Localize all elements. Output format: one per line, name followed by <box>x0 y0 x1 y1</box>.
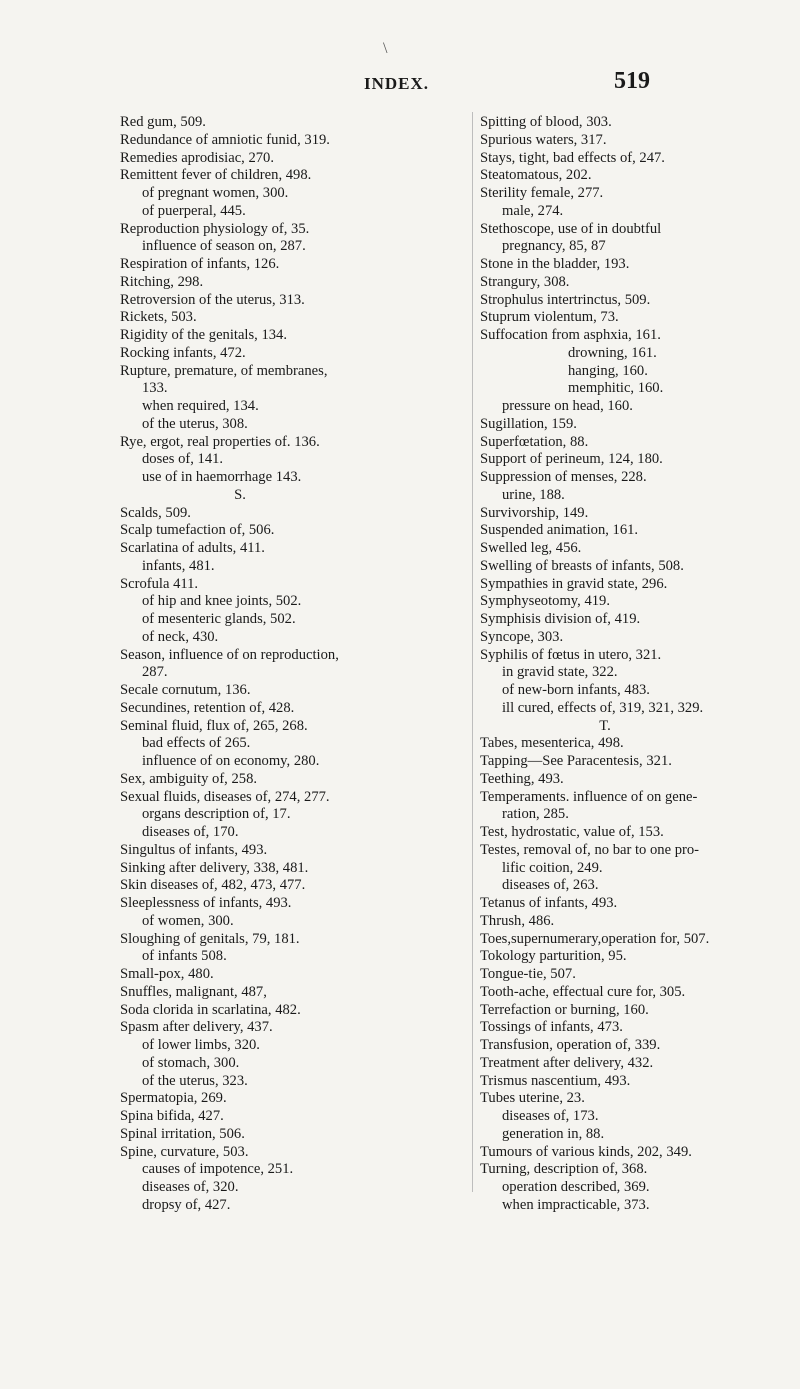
index-subentry: pressure on head, 160. <box>502 398 633 414</box>
index-subentry: when required, 134. <box>142 398 259 414</box>
index-entry: Tooth-ache, effectual cure for, 305. <box>480 983 686 1000</box>
index-subentry: of the uterus, 308. <box>142 415 248 432</box>
index-subentry: drowning, 161. <box>568 344 657 361</box>
index-entry: Remedies aprodisiac, 270. <box>120 149 275 166</box>
index-subentry: of stomach, 300. <box>142 1054 240 1071</box>
index-entry: Stethoscope, use of in doubtful <box>480 220 662 237</box>
index-entry: Stuprum violentum, 73. <box>480 309 619 326</box>
index-subentry: organs description of, 17. <box>142 806 291 823</box>
index-entry: Symphisis division of, 419. <box>480 611 641 627</box>
index-entry: Support of perineum, 124, 180. <box>480 451 663 468</box>
index-subentry: when impracticable, 373. <box>502 1196 650 1213</box>
index-entry: Test, hydrostatic, value of, 153. <box>480 824 664 840</box>
index-entry: Secale cornutum, 136. <box>120 682 251 698</box>
index-entry: Suffocation from asphxia, 161. <box>480 327 661 343</box>
index-entry: Sex, ambiguity of, 258. <box>120 770 258 787</box>
index-entry: Rigidity of the genitals, 134. <box>120 327 288 343</box>
index-subentry: diseases of, 173. <box>502 1108 599 1124</box>
index-subentry: generation in, 88. <box>502 1125 605 1142</box>
index-entry: Red gum, 509. <box>120 114 206 130</box>
index-entry: Skin diseases of, 482, 473, 477. <box>120 877 306 894</box>
index-entry: Spina bifida, 427. <box>120 1108 224 1124</box>
section-letter: S. <box>234 486 246 503</box>
index-subentry: ill cured, effects of, 319, 321, 329. <box>502 699 704 716</box>
index-entry: Steatomatous, 202. <box>480 167 592 184</box>
index-subentry: dropsy of, 427. <box>142 1196 231 1213</box>
index-subentry: 133. <box>142 380 168 397</box>
index-entry: Spurious waters, 317. <box>480 131 607 148</box>
index-entry: Swelling of breasts of infants, 508. <box>480 557 684 574</box>
index-entry: Reproduction physiology of, 35. <box>120 220 310 237</box>
index-column-left <box>120 114 470 1215</box>
index-entry: Testes, removal of, no bar to one pro- <box>480 841 700 858</box>
index-subentry: influence of on economy, 280. <box>142 753 320 769</box>
index-column-right <box>480 114 790 1215</box>
index-subentry: use of in haemorrhage 143. <box>142 469 302 485</box>
index-entry: Sympathies in gravid state, 296. <box>480 575 668 592</box>
index-subentry: of puerperal, 445. <box>142 202 246 219</box>
index-subentry: diseases of, 320. <box>142 1179 239 1195</box>
index-entry: Survivorship, 149. <box>480 504 589 521</box>
index-subentry: doses of, 141. <box>142 451 224 468</box>
index-entry: Tossings of infants, 473. <box>480 1019 623 1036</box>
index-subentry: pregnancy, 85, 87 <box>502 238 606 255</box>
index-entry: Retroversion of the uterus, 313. <box>120 291 305 308</box>
index-entry: Secundines, retention of, 428. <box>120 699 295 716</box>
index-entry: Tumours of various kinds, 202, 349. <box>480 1143 692 1160</box>
index-subentry: of hip and knee joints, 502. <box>142 593 302 610</box>
index-entry: Temperaments. influence of on gene- <box>480 788 698 805</box>
index-entry: Suspended animation, 161. <box>480 522 639 539</box>
margin-mark: \ <box>383 40 388 57</box>
index-entry: Swelled leg, 456. <box>480 540 582 556</box>
index-entry: Spermatopia, 269. <box>120 1090 227 1107</box>
index-entry: Tongue-tie, 507. <box>480 966 576 982</box>
index-entry: Sugillation, 159. <box>480 415 577 432</box>
index-entry: Transfusion, operation of, 339. <box>480 1037 661 1053</box>
index-entry: Sleeplessness of infants, 493. <box>120 895 292 911</box>
index-subentry: influence of season on, 287. <box>142 238 306 255</box>
index-subentry: of new-born infants, 483. <box>502 682 650 698</box>
index-subentry: male, 274. <box>502 202 564 219</box>
index-entry: Tubes uterine, 23. <box>480 1090 585 1107</box>
index-entry: Rocking infants, 472. <box>120 344 246 361</box>
index-entry: Rye, ergot, real properties of. 136. <box>120 433 320 450</box>
index-entry: Superfœtation, 88. <box>480 433 589 450</box>
index-entry: Spasm after delivery, 437. <box>120 1019 273 1036</box>
index-entry: Season, influence of on reproduction, <box>120 646 339 663</box>
index-subentry: of infants 508. <box>142 948 227 965</box>
index-subentry: of neck, 430. <box>142 628 219 645</box>
index-entry: Teething, 493. <box>480 770 564 787</box>
index-entry: Spitting of blood, 303. <box>480 114 612 130</box>
index-entry: Rupture, premature, of membranes, <box>120 362 328 379</box>
index-entry: Strophulus intertrinctus, 509. <box>480 291 651 308</box>
index-entry: Syphilis of fœtus in utero, 321. <box>480 646 662 663</box>
index-entry: Trismus nascentium, 493. <box>480 1072 631 1089</box>
index-entry: Scarlatina of adults, 411. <box>120 540 265 556</box>
index-entry: Small-pox, 480. <box>120 966 214 982</box>
index-entry: Stone in the bladder, 193. <box>480 256 630 272</box>
index-entry: Stays, tight, bad effects of, 247. <box>480 149 665 166</box>
index-subentry: of mesenteric glands, 502. <box>142 611 296 627</box>
index-entry: Snuffles, malignant, 487, <box>120 983 267 1000</box>
index-entry: Sinking after delivery, 338, 481. <box>120 859 309 876</box>
index-entry: Tabes, mesenterica, 498. <box>480 735 624 752</box>
index-entry: Sexual fluids, diseases of, 274, 277. <box>120 788 330 805</box>
index-subentry: causes of impotence, 251. <box>142 1161 294 1178</box>
index-subentry: in gravid state, 322. <box>502 664 618 681</box>
index-entry: Suppression of menses, 228. <box>480 469 647 485</box>
index-entry: Syncope, 303. <box>480 628 564 645</box>
index-subentry: hanging, 160. <box>568 362 648 379</box>
index-entry: Treatment after delivery, 432. <box>480 1054 654 1071</box>
page-title: INDEX. <box>364 74 430 93</box>
index-entry: Sloughing of genitals, 79, 181. <box>120 930 300 947</box>
index-entry: Spine, curvature, 503. <box>120 1143 249 1160</box>
index-subentry: diseases of, 263. <box>502 877 599 894</box>
index-subentry: ration, 285. <box>502 806 569 823</box>
index-entry: Scrofula 411. <box>120 575 199 592</box>
index-entry: Remittent fever of children, 498. <box>120 167 312 184</box>
index-subentry: urine, 188. <box>502 486 565 503</box>
index-entry: Tokology parturition, 95. <box>480 948 627 965</box>
index-subentry: infants, 481. <box>142 557 215 574</box>
index-entry: Tetanus of infants, 493. <box>480 895 618 911</box>
index-entry: Spinal irritation, 506. <box>120 1125 245 1142</box>
page-header <box>0 68 800 98</box>
column-divider <box>472 112 473 1192</box>
index-entry: Soda clorida in scarlatina, 482. <box>120 1001 301 1018</box>
index-subentry: lific coition, 249. <box>502 859 603 876</box>
index-entry: Scalds, 509. <box>120 504 191 521</box>
index-subentry: of lower limbs, 320. <box>142 1037 260 1053</box>
page-number: 519 <box>614 68 650 94</box>
index-subentry: diseases of, 170. <box>142 824 239 840</box>
index-entry: Singultus of infants, 493. <box>120 841 268 858</box>
index-entry: Terrefaction or burning, 160. <box>480 1001 649 1018</box>
index-entry: Strangury, 308. <box>480 273 570 290</box>
index-entry: Toes,supernumerary,operation for, 507. <box>480 930 710 947</box>
index-entry: Turning, description of, 368. <box>480 1161 648 1178</box>
index-subentry: of pregnant women, 300. <box>142 185 289 201</box>
index-entry: Symphyseotomy, 419. <box>480 593 610 610</box>
index-entry: Redundance of amniotic funid, 319. <box>120 131 330 148</box>
index-entry: Respiration of infants, 126. <box>120 256 280 272</box>
section-letter: T. <box>599 717 611 734</box>
index-entry: Rickets, 503. <box>120 309 197 326</box>
index-subentry: 287. <box>142 664 168 681</box>
index-subentry: memphitic, 160. <box>568 380 664 397</box>
index-entry: Scalp tumefaction of, 506. <box>120 522 275 539</box>
index-entry: Sterility female, 277. <box>480 185 604 201</box>
index-entry: Tapping—See Paracentesis, 321. <box>480 753 672 769</box>
index-entry: Seminal fluid, flux of, 265, 268. <box>120 717 308 734</box>
index-entry: Thrush, 486. <box>480 912 555 929</box>
index-subentry: of the uterus, 323. <box>142 1072 248 1089</box>
index-subentry: of women, 300. <box>142 912 234 929</box>
index-subentry: operation described, 369. <box>502 1179 650 1195</box>
index-subentry: bad effects of 265. <box>142 735 251 752</box>
index-entry: Ritching, 298. <box>120 273 204 290</box>
